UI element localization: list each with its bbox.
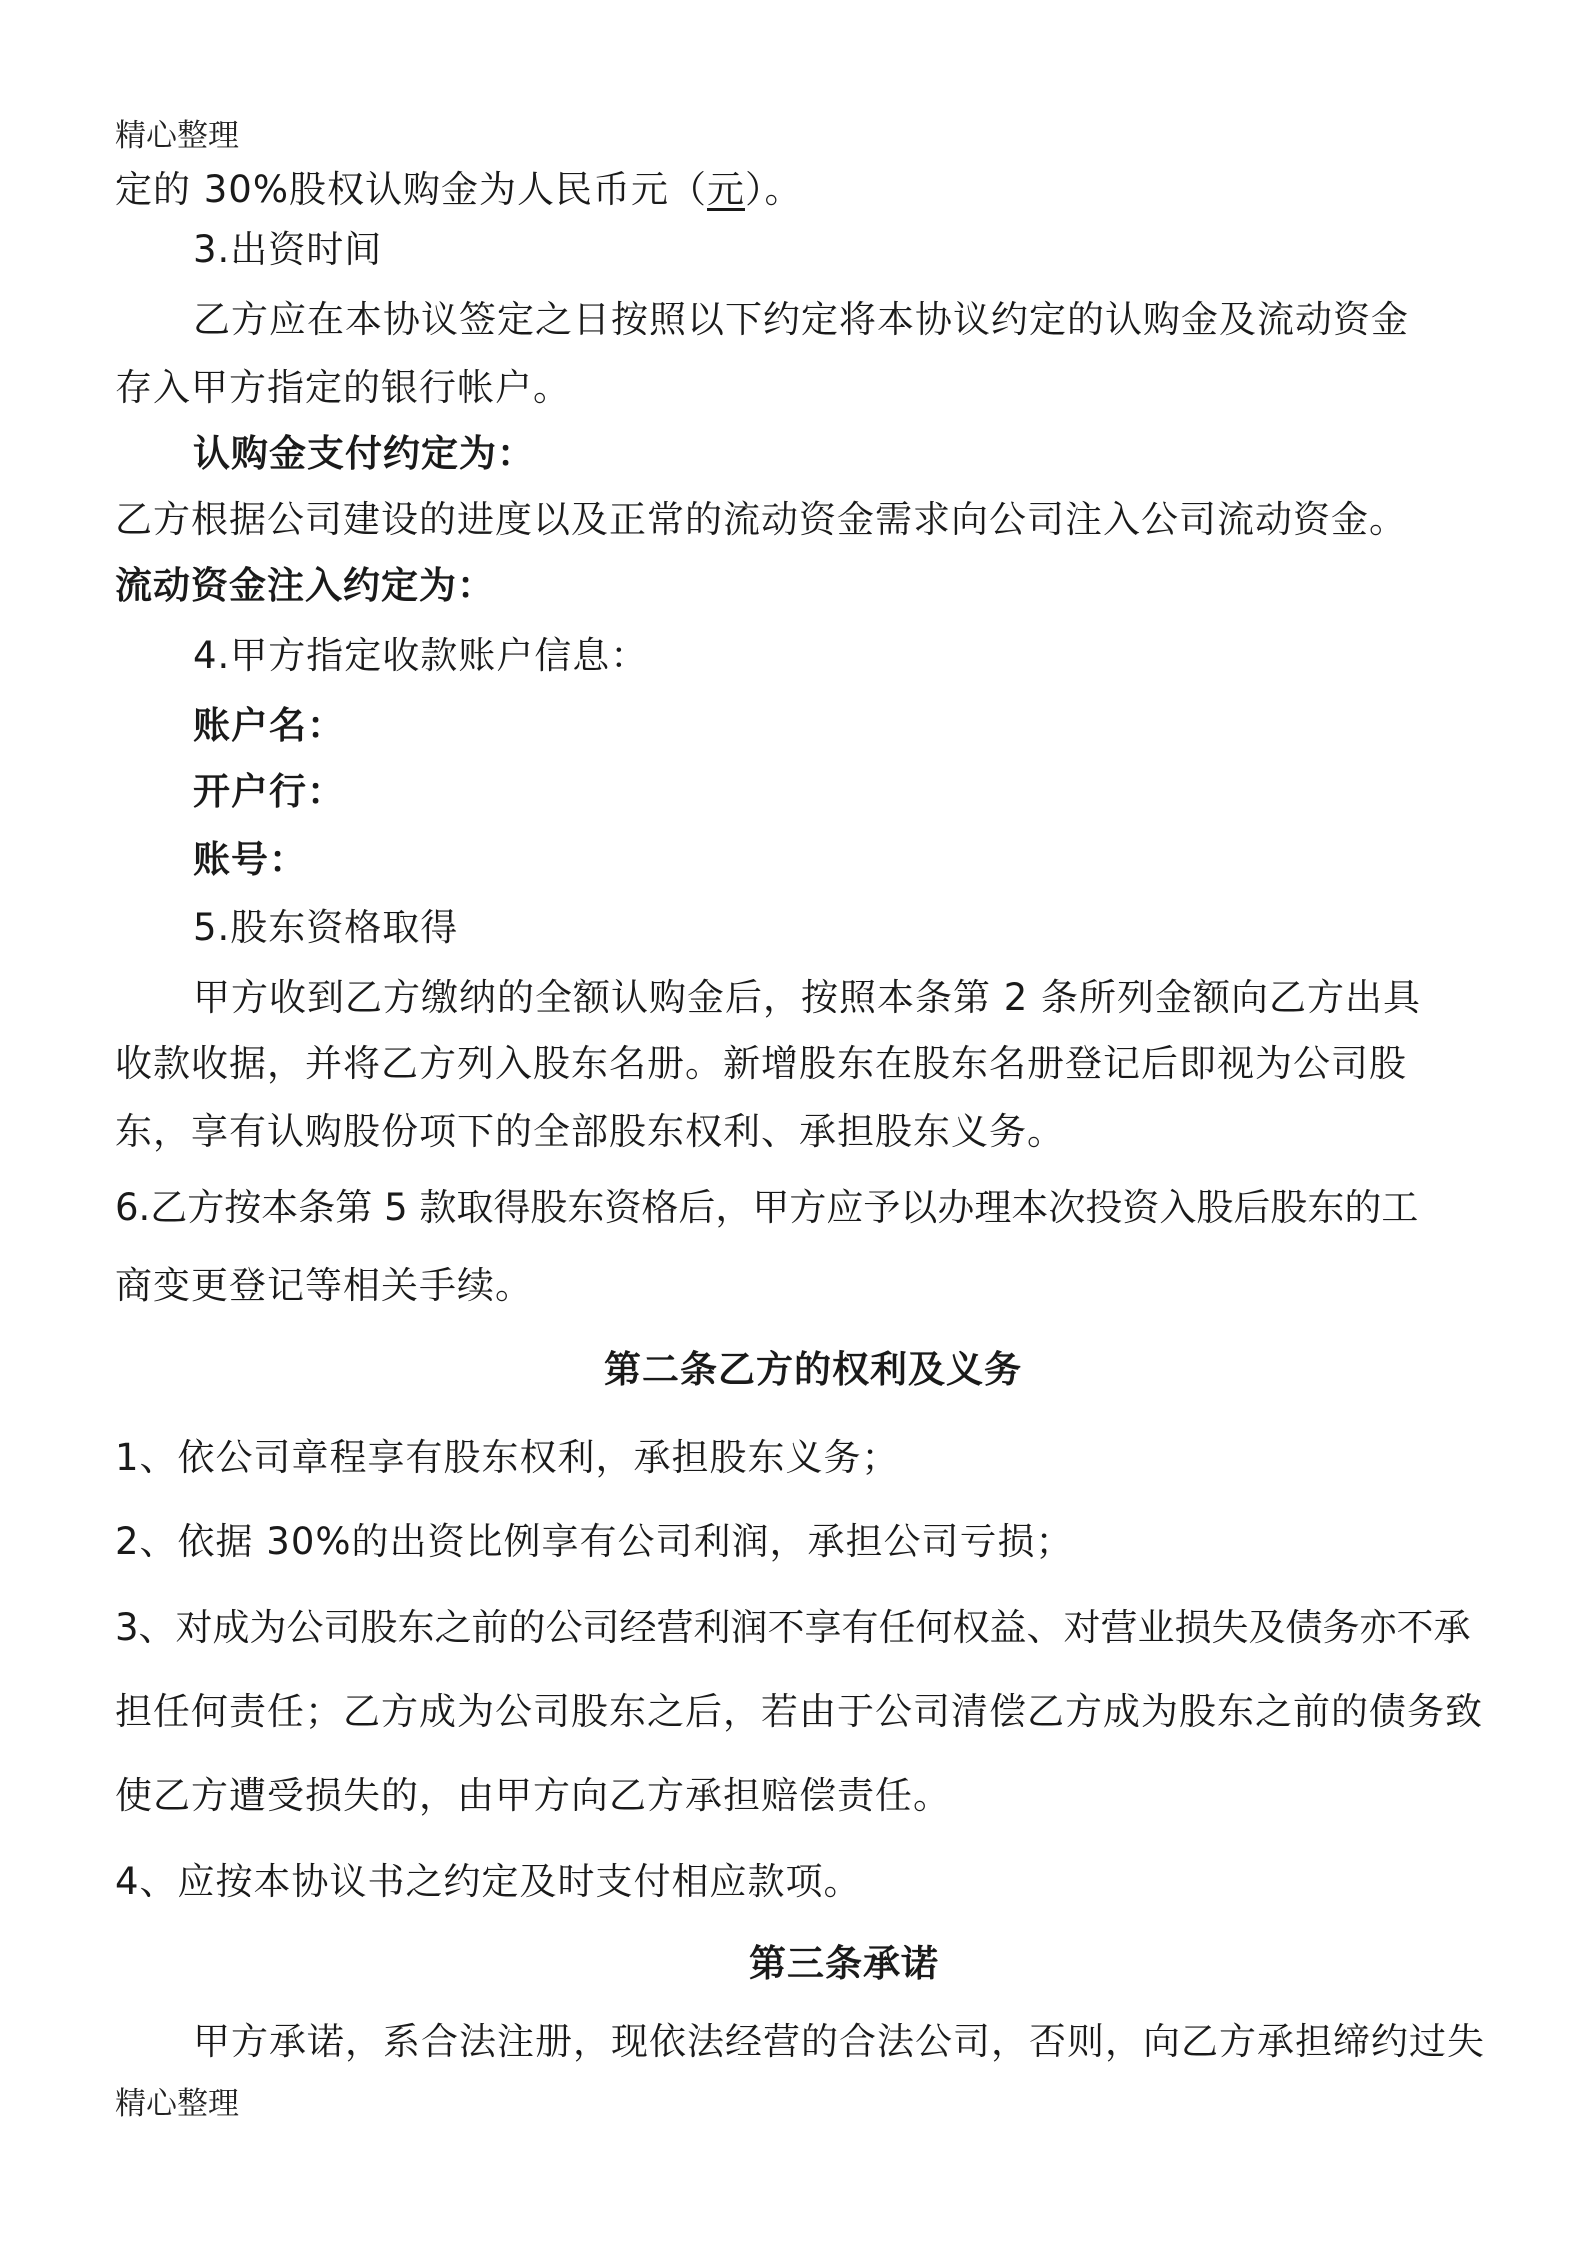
paragraph-line: 6.乙方按本条第 5 款取得股东资格后，甲方应予以办理本次投资入股后股东的工: [115, 1186, 1419, 1229]
list-item: 1、依公司章程享有股东权利，承担股东义务；: [115, 1436, 900, 1479]
section-title: 3.出资时间: [193, 228, 383, 271]
account-number-label: 账号：: [193, 838, 307, 881]
paragraph-line: 乙方根据公司建设的进度以及正常的流动资金需求向公司注入公司流动资金。: [115, 498, 1407, 541]
paragraph-line: 乙方应在本协议签定之日按照以下约定将本协议约定的认购金及流动资金: [193, 298, 1409, 341]
paragraph-line: 担任何责任；乙方成为公司股东之后，若由于公司清偿乙方成为股东之前的债务致: [115, 1690, 1483, 1733]
article-heading: 第二条乙方的权利及义务: [604, 1348, 1022, 1391]
paragraph-line: 使乙方遭受损失的，由甲方向乙方承担赔偿责任。: [115, 1774, 951, 1817]
list-item: 2、依据 30%的出资比例享有公司利润，承担公司亏损；: [115, 1520, 1074, 1563]
paragraph-line: 收款收据，并将乙方列入股东名册。新增股东在股东名册登记后即视为公司股: [115, 1042, 1407, 1085]
paragraph-line: [115, 166, 803, 214]
subheading: 流动资金注入约定为：: [115, 564, 495, 607]
account-name-label: 账户名：: [193, 704, 345, 747]
subheading: 认购金支付约定为：: [193, 432, 535, 475]
section-title: 4.甲方指定收款账户信息：: [193, 634, 649, 677]
page-footer: 精心整理: [115, 2086, 239, 2122]
paragraph-line: 商变更登记等相关手续。: [115, 1264, 533, 1307]
text-run: 定的 30%股权认购金为人民币元（: [115, 168, 707, 211]
text-run: ）。: [745, 168, 803, 211]
amount-field: 元: [707, 168, 745, 211]
paragraph-line: 东，享有认购股份项下的全部股东权利、承担股东义务。: [115, 1110, 1065, 1153]
paragraph-line: 存入甲方指定的银行帐户。: [115, 366, 571, 409]
section-title: 5.股东资格取得: [193, 906, 459, 949]
bank-label: 开户行：: [193, 770, 345, 813]
paragraph-line: 甲方收到乙方缴纳的全额认购金后，按照本条第 2 条所列金额向乙方出具: [193, 976, 1422, 1019]
paragraph-line: 甲方承诺，系合法注册，现依法经营的合法公司，否则，向乙方承担缔约过失: [193, 2020, 1485, 2063]
article-heading: 第三条承诺: [749, 1942, 939, 1985]
list-item: 3、对成为公司股东之前的公司经营利润不享有任何权益、对营业损失及债务亦不承: [115, 1606, 1471, 1649]
list-item: 4、应按本协议书之约定及时支付相应款项。: [115, 1860, 862, 1903]
page-header: 精心整理: [115, 118, 239, 154]
